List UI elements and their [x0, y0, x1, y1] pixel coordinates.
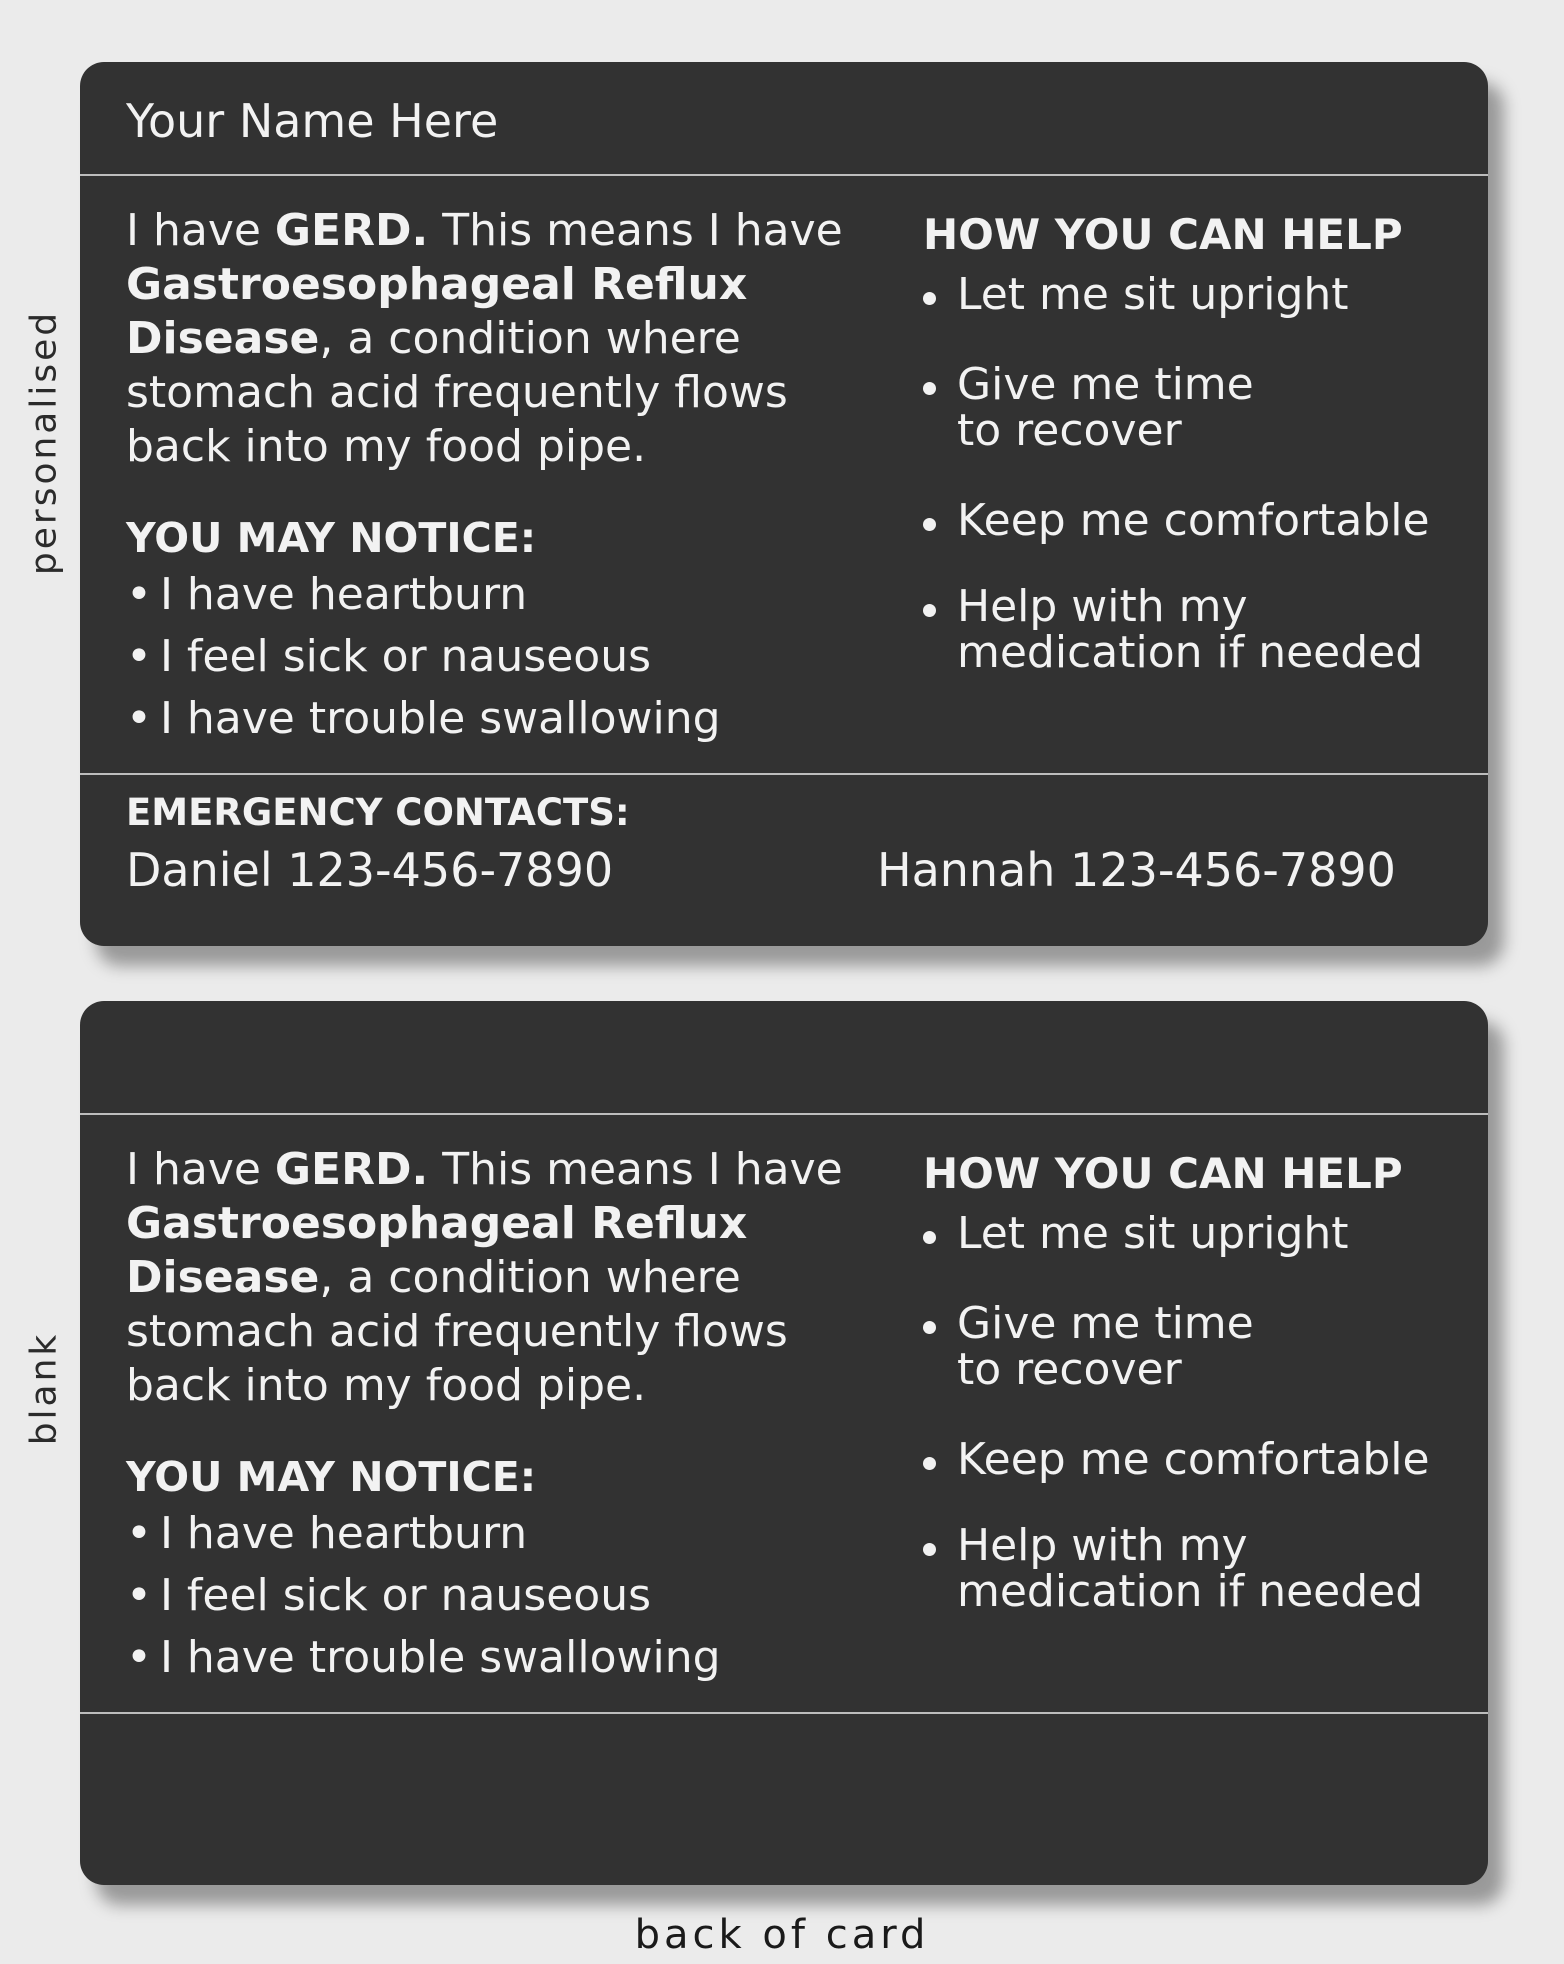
emergency-contact: Daniel 123-456-7890 [126, 843, 614, 897]
intro-part: I have [126, 1144, 275, 1195]
help-item: Keep me comfortable [923, 1437, 1463, 1483]
intro-bold-gerd: GERD. [274, 205, 429, 256]
intro-bold-gerd: GERD. [274, 1144, 429, 1195]
help-title: HOW YOU CAN HELP [923, 1149, 1403, 1198]
help-item: Help with my medication if needed [923, 584, 1443, 676]
card-blank [80, 1001, 1488, 1885]
notice-item: • I have trouble swallowing [126, 1632, 721, 1683]
help-title: HOW YOU CAN HELP [923, 210, 1403, 259]
emergency-contact: Hannah 123-456-7890 [877, 843, 1396, 897]
notice-list [126, 564, 806, 750]
help-item: Keep me comfortable [923, 498, 1463, 544]
card-footer [80, 773, 1488, 946]
help-item: Let me sit upright [923, 272, 1463, 318]
card-header [80, 62, 1488, 176]
bullet-icon [923, 1543, 936, 1556]
intro-part: This means I have [428, 205, 843, 256]
bullet-icon [923, 1457, 936, 1470]
intro-part: This means I have [428, 1144, 843, 1195]
side-label-personalised: personalised [23, 309, 65, 576]
notice-item: • I have trouble swallowing [126, 693, 721, 744]
help-item: Let me sit upright [923, 1211, 1463, 1257]
bullet-icon [923, 382, 936, 395]
intro-text [126, 1143, 846, 1413]
card-personalised [80, 62, 1488, 946]
notice-item: • I have heartburn [126, 1508, 528, 1559]
intro-part: , a condition where stomach acid frequently flows back into my food pipe. [126, 1252, 788, 1411]
card-footer [80, 1712, 1488, 1885]
notice-title: YOU MAY NOTICE: [126, 1453, 537, 1501]
help-item: Give me time to recover [923, 1301, 1263, 1393]
side-label-blank: blank [23, 1331, 65, 1446]
caption: back of card [634, 1912, 930, 1958]
notice-title: YOU MAY NOTICE: [126, 514, 537, 562]
intro-bold-condition: Gastroesophageal Reflux Disease [126, 259, 748, 364]
intro-bold-condition: Gastroesophageal Reflux Disease [126, 1198, 748, 1303]
card-header [80, 1001, 1488, 1115]
notice-item: • I feel sick or nauseous [126, 631, 652, 682]
help-item: Help with my medication if needed [923, 1523, 1443, 1615]
bullet-icon [923, 1231, 936, 1244]
bullet-icon [923, 604, 936, 617]
emergency-title: EMERGENCY CONTACTS: [126, 791, 630, 834]
help-item: Give me time to recover [923, 362, 1263, 454]
card-name: Your Name Here [126, 94, 499, 148]
notice-item: • I feel sick or nauseous [126, 1570, 652, 1621]
help-list [923, 269, 1463, 678]
bullet-icon [923, 1321, 936, 1334]
intro-part: I have [126, 205, 275, 256]
help-list [923, 1208, 1463, 1617]
intro-part: , a condition where stomach acid frequently flows back into my food pipe. [126, 313, 788, 472]
bullet-icon [923, 292, 936, 305]
notice-list [126, 1503, 806, 1689]
intro-text [126, 204, 846, 474]
notice-item: • I have heartburn [126, 569, 528, 620]
bullet-icon [923, 518, 936, 531]
